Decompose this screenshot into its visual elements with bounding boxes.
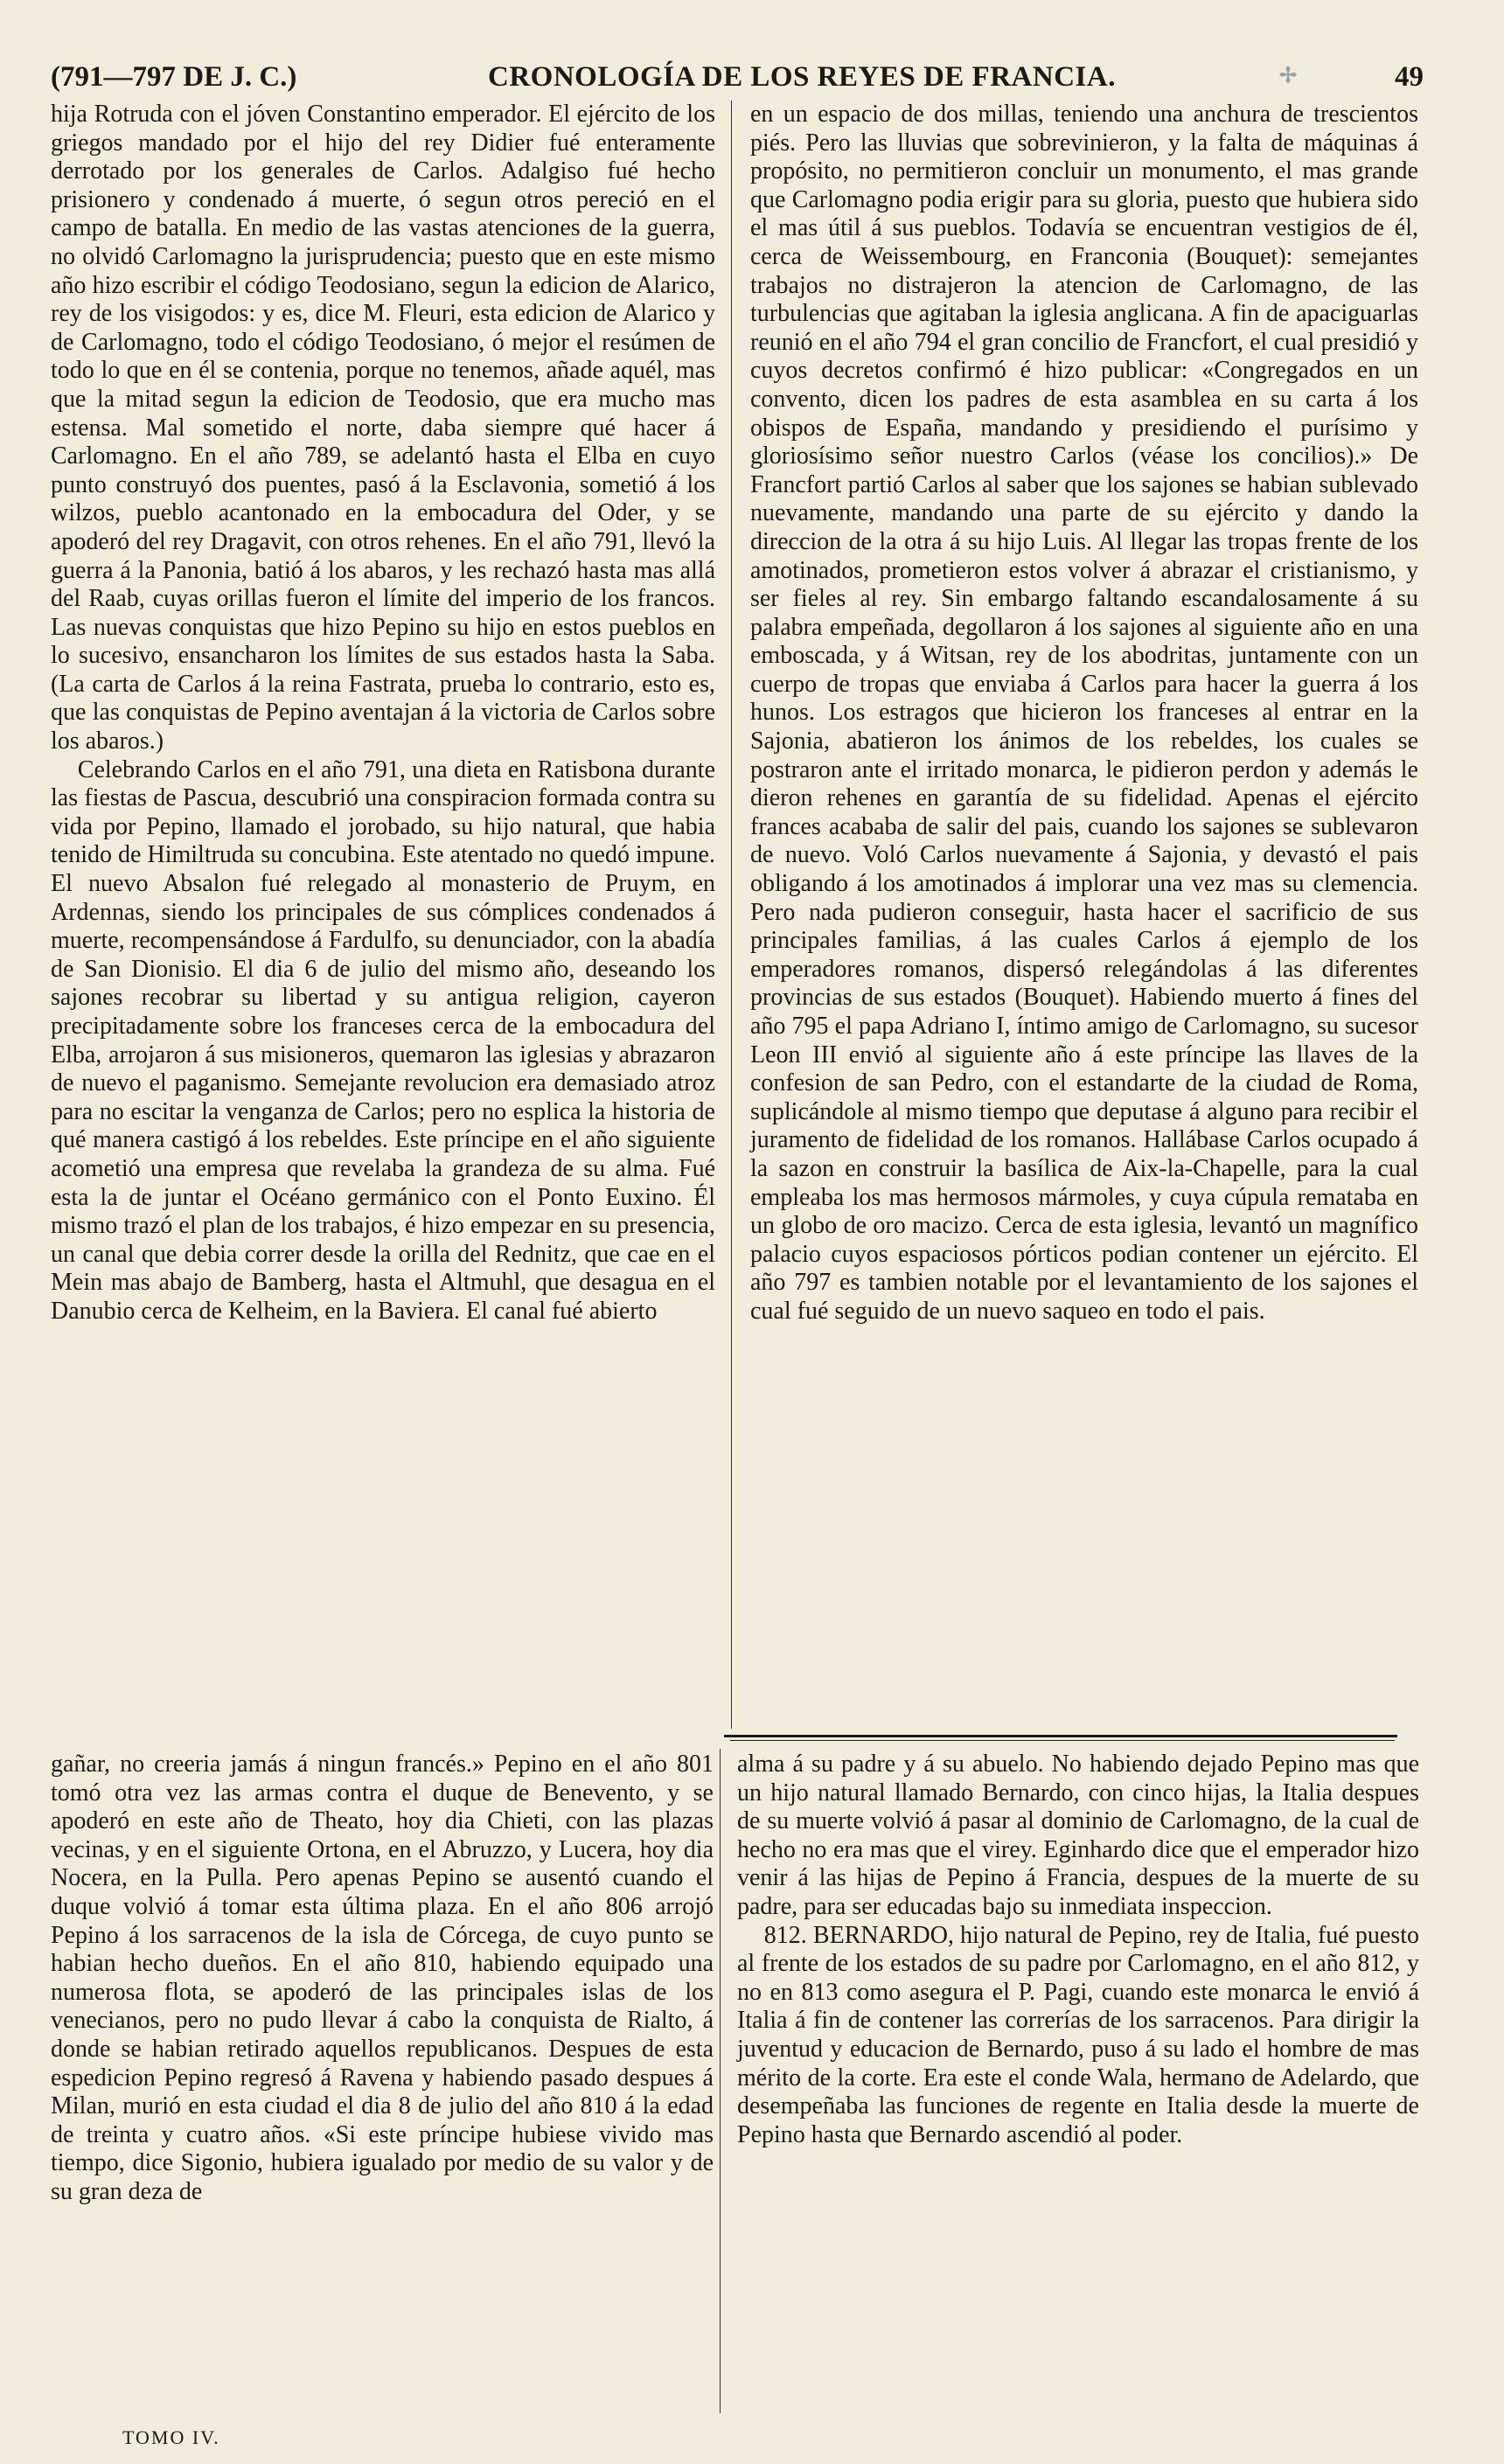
volume-footer: TOMO IV. [122,2426,220,2448]
header-ornament-icon: ✢ [1279,65,1298,87]
column-top-right [750,101,1418,1326]
paragraph: Celebrando Carlos en el año 791, una dieta en Ratisbona durante las fiestas de Pascua, descubrió una conspiracion formada contra su vida por Pepino, llamado el jorobado, su hijo natural, que habia tenido de Himiltruda su concubina. Este atentado no quedó impune. El nuevo Absalon fué relegado al monasterio de Pruym, en Ardennas, siendo los principales de sus cómplices condenados á muerte, recompensándose á Fardulfo, su denunciador, con la abadía de San Dionisio. El dia 6 de julio del mismo año, deseando los sajones recobrar su libertad y su antigua religion, cayeron precipitadamente sobre los franceses cerca de la embocadura del Elba, arrojaron á sus misioneros, quemaron las iglesias y abrazaron de nuevo el paganismo. Semejante revolucion era demasiado atroz para no escitar la venganza de Carlos; pero no esplica la historia de qué manera castigó á los rebeldes. Este príncipe en el año siguiente acometió una empresa que revelaba la grandeza de su alma. Fué esta la de juntar el Océano germánico con el Ponto Euxino. Él mismo trazó el plan de los trabajos, é hizo empezar en su presencia, un canal que debia correr desde la orilla del Rednitz, que cae en el Mein mas abajo de Bamberg, hasta el Altmuhl, que desagua en el Danubio cerca de Kelheim, en la Baviera. El canal fué abierto [51,755,715,1325]
paragraph: gañar, no creeria jamás á ningun francés.» Pepino en el año 801 tomó otra vez las armas contra el duque de Benevento, y se apoderó en este año de Theato, hoy dia Chieti, con las plazas vecinas, y en el siguiente Ortona, en el Abruzzo, y Lucera, hoy dia Nocera, en la Pulla. Pero apenas Pepino se ausentó cuando el duque volvió á tomar esta última plaza. En el año 806 arrojó Pepino á los sarracenos de la isla de Córcega, de cuyo punto se habian hecho dueños. En el año 810, habiendo equipado una numerosa flota, se apoderó de las principales islas de los venecianos, pero no pudo llevar á cabo la conquista de Rialto, á donde se habian retirado aquellos republicanos. Despues de esta espedicion Pepino regresó á Ravena y habiendo pasado despues á Milan, murió en esta ciudad el dia 8 de julio del año 810 á la edad de treinta y cuatro años. «Si este príncipe hubiese vivido mas tiempo, dice Sigonio, hubiera igualado por medio de su valor y de su gran deza de [51,1751,714,2205]
column-divider-top [731,101,732,1729]
paragraph: hija Rotruda con el jóven Constantino emperador. El ejército de los griegos mandado por el hijo del rey Didier fué enteramente derrotado por los generales de Carlos. Adalgiso fué hecho prisionero y condenado á muerte, ó segun otros pereció en el campo de batalla. En medio de las vastas atenciones de la guerra, no olvidó Carlomagno la jurisprudencia; puesto que en este mismo año hizo escribir el código Teodosiano, segun la edicion de Alarico, rey de los visigodos: y es, dice M. Fleuri, esta edicion de Alarico y de Carlomagno, todo el código Teodosiano, ó mejor el resúmen de todo lo que en él se contenia, porque no tenemos, añade aquél, mas que la mitad segun la edicion de Teodosio, que era mucho mas estensa. Mal sometido el norte, daba siempre qué hacer á Carlomagno. En el año 789, se adelantó hasta el Elba en cuyo punto construyó dos puentes, pasó á la Esclavonia, sometió á los wilzos, pueblo acantonado en la embocadura del Oder, y se apoderó del rey Dragavit, con otros rehenes. En el año 791, llevó la guerra á la Panonia, batió á los abaros, y les rechazó hasta mas allá del Raab, cuyas orillas fueron el límite del imperio de los francos. Las nuevas conquistas que hizo Pepino su hijo en estos pueblos en lo sucesivo, ensancharon los límites de sus estados hasta la Saba. (La carta de Carlos á la reina Fastrata, prueba lo contrario, esto es, que las conquistas de Pepino aventajan á la victoria de Carlos sobre los abaros.) [51,101,715,755]
section-rule [724,1735,1397,1737]
page-number: 49 [1395,61,1424,93]
column-bottom-right [737,1751,1419,2149]
paragraph: en un espacio de dos millas, teniendo una anchura de trescientos piés. Pero las lluvias que sobrevinieron, y la falta de máquinas á propósito, no permitieron concluir un monumento, el mas grande que Carlomagno podia erigir para su gloria, puesto que hubiera sido el mas útil á sus pueblos. Todavía se encuentran vestigios de él, cerca de Weissembourg, en Franconia (Bouquet): semejantes trabajos no distrajeron la atencion de Carlomagno, de las turbulencias que agitaban la iglesia anglicana. A fin de apaciguarlas reunió en el año 794 el gran concilio de Francfort, el cual presidió y cuyos decretos confirmó é hizo publicar: «Congregados en un convento, dicen los padres de esta asamblea en su carta á los obispos de España, mandando y presidiendo el purísimo y gloriosísimo señor nuestro Carlos (véase los concilios).» De Francfort partió Carlos al saber que los sajones se habian sublevado nuevamente, mandando una parte de su ejército y dando la direccion de la otra á su hijo Luis. Al llegar las tropas frente de los amotinados, prometieron estos volver á abrazar el cristianismo, y ser fieles al rey. Sin embargo faltando escandalosamente á su palabra empeñada, degollaron á los sajones al siguiente año en una emboscada, y á Witsan, rey de los abodritas, juntamente con un cuerpo de tropas que enviaba á Carlos para hacer la guerra á los hunos. Los estragos que hicieron los franceses al entrar en la Sajonia, abatieron los ánimos de los rebeldes, los cuales se postraron ante el irritado monarca, le pidieron perdon y además le dieron rehenes en garantía de su fidelidad. Apenas el ejército frances acababa de salir del pais, cuando los sajones se sublevaron de nuevo. Voló Carlos nuevamente á Sajonia, y devastó el pais obligando á los amotinados á implorar una vez mas su clemencia. Pero nada pudieron conseguir, hasta hacer el sacrificio de sus principales familias, á las cuales Carlos á ejemplo de los emperadores romanos, dispersó relegándolas á las diferentes provincias de sus estados (Bouquet). Habiendo muerto á fines del año 795 el papa Adriano I, íntimo amigo de Carlomagno, su sucesor Leon III envió al siguiente año á este príncipe las llaves de la confesion de san Pedro, con el estandarte de la ciudad de Roma, suplicándole al mismo tiempo que deputase á alguno para recibir el juramento de fidelidad de los romanos. Hallábase Carlos ocupado á la sazon en construir la basílica de Aix-la-Chapelle, para la cual empleaba los mas hermosos mármoles, y cuya cúpula remataba en un globo de oro macizo. Cerca de esta iglesia, levantó un magnífico palacio cuyos espaciosos pórticos podian contener un ejército. El año 797 es tambien notable por el levantamiento de los sajones el cual fué seguido de un nuevo saqueo en todo el pais. [750,101,1418,1325]
column-divider-bottom [720,1749,721,2413]
paragraph: 812. BERNARDO, hijo natural de Pepino, rey de Italia, fué puesto al frente de los estados de su padre por Carlomagno, en el año 812, y no en 813 como asegura el P. Pagi, cuando este monarca le envió á Italia á fin de contener las correrías de los sarracenos. Para dirigir la juventud y educacion de Bernardo, puso á su lado el hombre de mas mérito de la corte. Era este el conde Wala, hermano de Adelardo, que desempeñaba las funciones de regente en Italia desde la muerte de Pepino hasta que Bernardo ascendió al poder. [737,1921,1419,2148]
column-top-left [51,101,715,1326]
paragraph: alma á su padre y á su abuelo. No habiendo dejado Pepino mas que un hijo natural llamado Bernardo, con cinco hijas, la Italia despues de su muerte volvió á pasar al dominio de Carlomagno, de la cual de hecho no era mas que el virey. Eginhardo dice que el emperador hizo venir á las hijas de Pepino á Francia, despues de la muerte de su padre, para ser educadas bajo su inmediata inspeccion. [737,1751,1419,1920]
section-rule-thin [730,1740,1395,1741]
header-title: CRONOLOGÍA DE LOS REYES DE FRANCIA. [488,61,1116,93]
running-header [51,54,1424,103]
header-date-range: (791—797 DE J. C.) [51,61,297,93]
column-bottom-left [51,1751,714,2207]
